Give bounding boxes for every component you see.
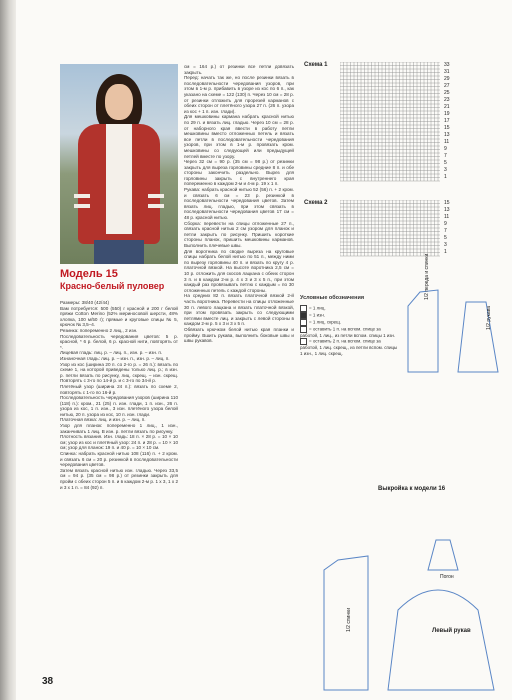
row-number: 3 xyxy=(444,242,447,248)
row-number: 1 xyxy=(444,249,447,255)
row-number: 3 xyxy=(444,167,447,173)
sleeve-stripe xyxy=(148,204,164,208)
row-number: 15 xyxy=(444,200,450,206)
model-subtitle: Красно-белый пуловер xyxy=(60,281,165,291)
row-number: 31 xyxy=(444,69,450,75)
schema2-title: Схема 2 xyxy=(304,200,328,206)
book-spine xyxy=(0,0,16,700)
row-number: 7 xyxy=(444,153,447,159)
row-number: 15 xyxy=(444,125,450,131)
instructions-column-1 xyxy=(60,300,178,490)
schema2-grid xyxy=(340,200,440,260)
paragraph: Плотность вязания. Изн. гладь: 18 п. × 28 р. = 10 × 10 см; узор из кос и плетёный узор: 24 п. и 28 р. = 10 × 10 см; узор для планок: 19 п. и 40 р. = 10 × 10 см. xyxy=(60,434,178,451)
row-number: 29 xyxy=(444,76,450,82)
row-number: 19 xyxy=(444,111,450,117)
sleeve-label: 1/2 рукава xyxy=(486,305,492,330)
row-number: 7 xyxy=(444,228,447,234)
paragraph: Последовательность чередования цветов: 5 р. красной, * 6 р. белой, 6 р. красной нити, повторять от *. xyxy=(60,333,178,350)
schema1-row-numbers xyxy=(444,62,450,181)
legend xyxy=(300,296,400,356)
knit-symbol-icon xyxy=(300,305,307,312)
paragraph: Изнаночная гладь: лиц. р. – изн. п., изн. р. – лиц. п. xyxy=(60,355,170,361)
row-number: 1 xyxy=(444,174,447,180)
sleeve-stripe xyxy=(74,194,90,198)
photo-jeans xyxy=(94,240,144,264)
paragraph: Платочная вязка: лиц. и изн. р. – лиц. п. xyxy=(60,417,146,423)
twisted-knit-symbol-icon xyxy=(300,319,307,326)
model-photo xyxy=(60,64,178,264)
legend-title: Условные обозначения xyxy=(300,295,365,301)
paragraph: Последовательность чередования узоров (ширина 110 (118) п.): кром., 21 (25) п. изн. глади, 1 п. изн., 26 п. узора из кос, 1 п. изн., 3 изн. плетёного узора белой нитью, 20 п. узора из кос, 10 п. изн. глади. xyxy=(60,395,178,417)
paragraph: Затем вязать красной нитью изн. гладью. Через 33,5 см = 94 р. (35 см = 98 р.) от резинки закрыть для пройм с обеих сторон 5 п. и в каждом 2-м р. 1 х 3, 1 х 2 и 3 х 1 п. = 84 (92) п. xyxy=(60,467,178,490)
legend-item: = оставить 1 п. на вспом. спице за работой, 1 лиц., из петли вспом. спицы 1 изн. xyxy=(300,326,396,338)
row-number: 13 xyxy=(444,207,450,213)
paragraph: Размеры: 38/40 (42/44) xyxy=(60,300,109,305)
pattern-schematic xyxy=(318,500,508,696)
schema1-title: Схема 1 xyxy=(304,62,328,68)
photo-face xyxy=(105,84,133,120)
paragraph: Лицевая гладь: лиц. р. – лиц. п., изн. р. – изн. п. xyxy=(60,350,163,356)
front-back-label: 1/2 переда и спинки xyxy=(424,253,430,300)
row-number: 23 xyxy=(444,97,450,103)
row-number: 9 xyxy=(444,221,447,227)
purl-symbol-icon xyxy=(300,312,307,319)
row-number: 5 xyxy=(444,160,447,166)
left-sleeve-label: Левый рукав xyxy=(432,628,471,634)
sleeve-stripe xyxy=(74,204,90,208)
paragraph: Рукава: набрать красной нитью 52 (56) п. + 2 кром. и связать 6 см = 23 р. резинкой в последовательности чередования цветов. Затем вязать лиц. гладью, при этом связать в последовательности чередования цветов 17 см = 48 р. красной нитью. xyxy=(184,187,294,221)
page-number: 38 xyxy=(42,676,54,687)
row-number: 33 xyxy=(444,62,450,68)
schema2-row-numbers xyxy=(444,200,450,256)
row-number: 17 xyxy=(444,118,450,124)
legend-item: = оставить 2 п. на вспом. спице за работой, 1 лиц. скрещ., из петли вспом. спицы 1 изн., 1 лиц. скрещ. xyxy=(300,338,398,356)
paragraph: На средних 82 п. вязать платочной вязкой 2-й часть воротника. Перевести на спицы отложенные 30 п. левого лацкана и вязать платочной вязкой, при этом провязать закрыть со следующими петлями вместе лиц. и закрыть с левой стороны в каждом 2-м р. 5 х 3 и 3 х 5 п. xyxy=(184,293,294,327)
row-number: 11 xyxy=(444,214,450,220)
paragraph: Узор для планок: попеременно 1 лиц., 1 изн., заканчивать 1 лиц. В изн. р. петли вязать по рисунку. xyxy=(60,423,178,434)
cable-left-symbol-icon xyxy=(300,326,307,333)
paragraph: Для воротника по сводке выреза на круговые спицы набрать белой нитью по 51 п., между ними по вырезу горловины 40 п. и вязать по кругу 4 р. платочной вязкой. На высоте воротника 2,5 см = 10 р. отложить для скосов лацкана с обеих сторон 3 п. и в каждом 2-м р. 4 х 3 и 3 х 5 п., при этом каждый раз провязывать петлю с каждым = по 30 отложенных петель с каждой стороны. xyxy=(184,248,294,293)
photo-white-shirt xyxy=(106,124,132,234)
row-number: 25 xyxy=(444,90,450,96)
paragraph: Обвязать крючком белой нитью края планки и пройму. Вшить рукава, выполнить боковые швы и швы рукавов. xyxy=(184,326,294,344)
row-number: 27 xyxy=(444,83,450,89)
back-half-label: 1/2 спинки xyxy=(346,607,352,632)
paragraph: Резинка: попеременно 2 лиц., 2 изн. xyxy=(60,327,138,333)
row-number: 9 xyxy=(444,146,447,152)
row-number: 11 xyxy=(444,139,450,145)
paragraph: Через 32 см = 90 р. (35 см = 98 р.) от резинки закрыть для выреза горловины средние 8 п. и обе стороны закончить раздельно. Вырез для горловины закрыть с внутреннего края попеременно в каждом 2-м и 4-м р. 19 х 1 п. xyxy=(184,159,294,187)
paragraph: Плетёный узор (ширина 24 п.): вязать по схеме 2, повторять с 1-го по 16-й р. xyxy=(60,383,178,395)
row-number: 21 xyxy=(444,104,450,110)
paragraph: см = 164 р.) от резинки все петли довязать закрыть. xyxy=(184,64,294,75)
sweater-schematic xyxy=(400,282,508,382)
paragraph: Перед: начать так же, но после резинки вязать в последовательности чередования узоров, при этом в 1-м р. прибавить в узоре из кос по 6 п., как указано на схеме = 122 (130) п. Через 10 см = 28 р. от резинки отложить для прорезей карманов с обеих сторон от плетёного узора 27 п. (26 п. узора из кос + 1 п. изн. глади). xyxy=(184,75,294,114)
paragraph: Узор из кос (ширина 20 п. со 2-го р. = 26 п.): вязать по схеме 1, на которой приведены только лиц. р.; в изн. р. петли вязать по рисунку, лиц. скрещ. – изн. скрещ. Повторять с 3-го по 14-й р. и с 3-го по 34-й р. xyxy=(60,361,178,384)
schema1-grid xyxy=(340,62,440,182)
pattern-title: Выкройка к модели 16 xyxy=(378,486,446,492)
pocket-label: Погон xyxy=(440,574,454,580)
row-number: 13 xyxy=(444,132,450,138)
legend-item: = 1 изн. xyxy=(300,312,400,319)
paragraph: Сборка: перевести на спицы отложенные 27 п., связать красной нитью 2 см узором для планок и петли закрыть по рисунку. Пришить короткие стороны планок, пришить мешковины карманов. Выполнить плечевые швы. xyxy=(184,220,294,248)
paragraph: Спинка: набрать красной нитью 108 (116) п. + 2 кром. и связать 6 см = 20 р. резинкой в последовательности чередования цветов. xyxy=(60,451,178,468)
row-number: 5 xyxy=(444,235,447,241)
model-heading xyxy=(60,268,178,295)
instructions-column-2 xyxy=(184,64,294,344)
paragraph: Для мешковины кармана набрать красной нитью по 29 п. и вязать лиц. гладью. Через 10 см = 28 р. от наборного края ввести в работу петли мешковины вместо отложенных петель и вязать все петли в последовательности чередования узоров, при этом в 1-м р. провязать кром. мешковины со следующей или предыдущей петлей вместе по узору. xyxy=(184,114,294,159)
legend-item: = 1 лиц. xyxy=(300,305,400,312)
paragraph: Вам потребуется: 500 (550) г красной и 200 г белой пряжи Cotton Merino (52% мериносовой шерсти, 48% хлопка, 100 м/50 г); прямые и круговые спицы № 5, крючок № 3,5–4. xyxy=(60,305,178,328)
sleeve-stripe xyxy=(148,194,164,198)
legend-item: = 1 лиц. скрещ. xyxy=(300,319,400,326)
model-title: Модель 15 xyxy=(60,268,118,280)
